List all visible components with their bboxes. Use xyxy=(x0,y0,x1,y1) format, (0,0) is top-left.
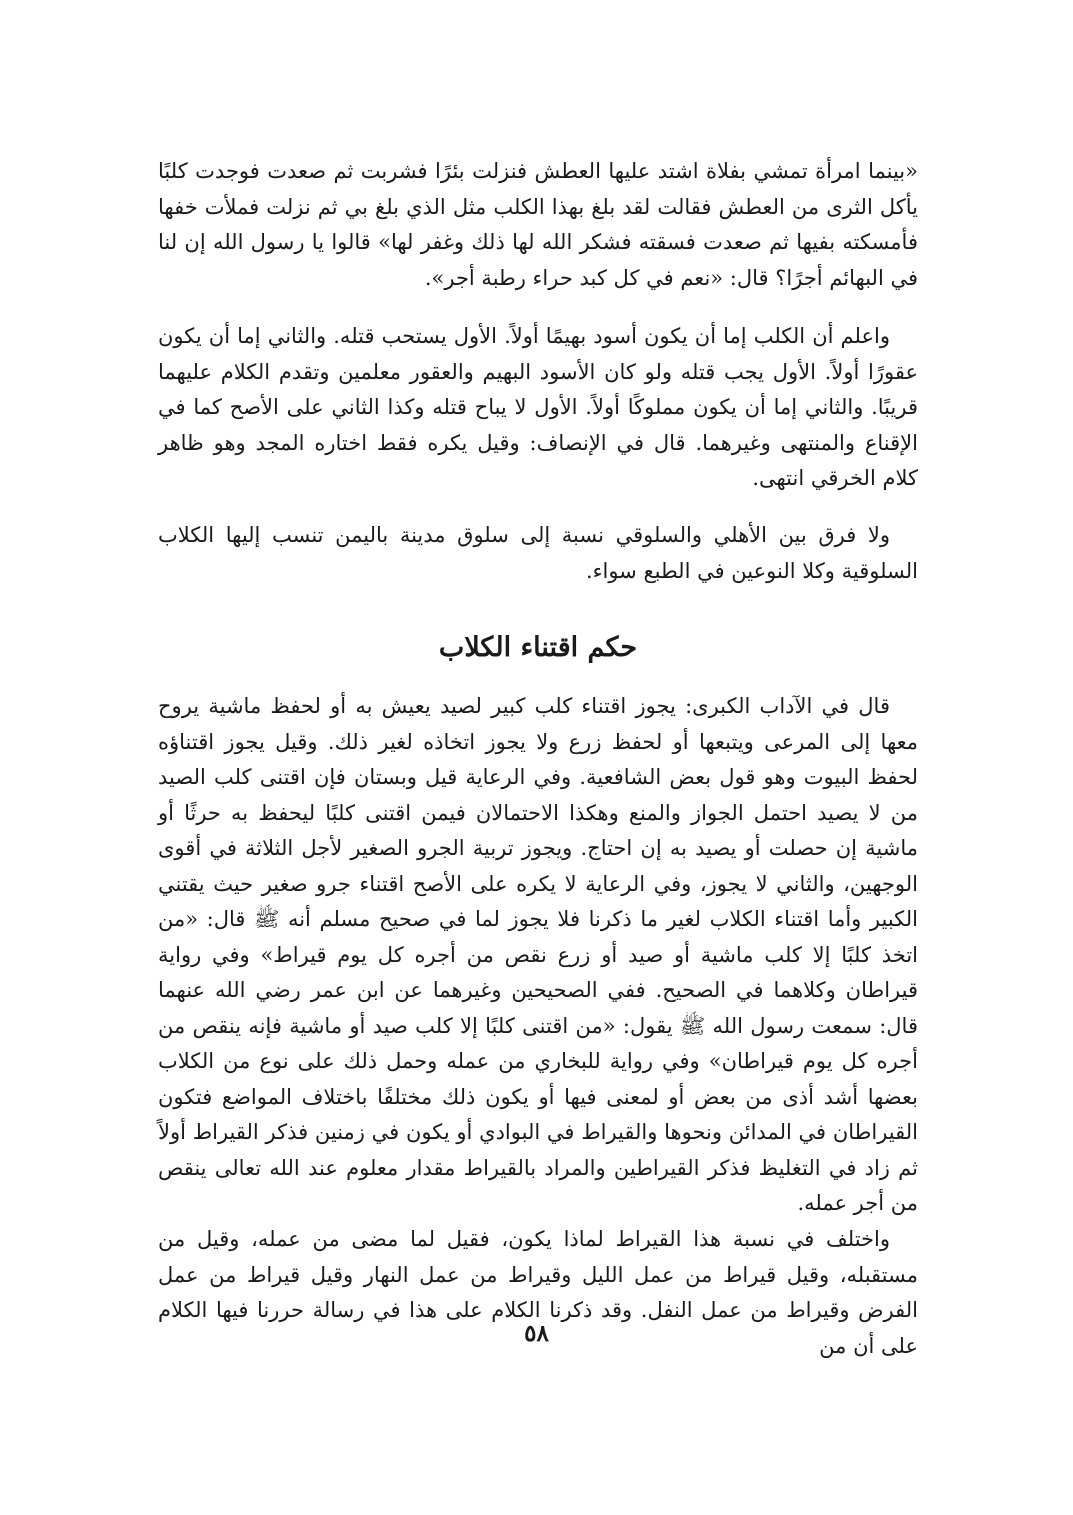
paragraph-dog-types: واعلم أن الكلب إما أن يكون أسود بهيمًا أولاً. الأول يستحب قتله. والثاني إما أن يكون عقورًا أولاً. الأول يجب قتله ولو كان الأسود البهيم والعقور معلمين وتقدم الكلام عليهما قريبًا. والثاني إما أن يكون مملوكًا أولاً. الأول لا يباح قتله وكذا الثاني على الأصح كما في الإقناع والمنتهى وغيرهما. قال في الإنصاف: وقيل يكره فقط اختاره المجد وهو ظاهر كلام الخرقي انتهى. xyxy=(158,324,918,490)
text-block-hadith xyxy=(158,154,918,296)
text-block-saluki xyxy=(158,518,918,589)
paragraph-qirat: واختلف في نسبة هذا القيراط لماذا يكون، فقيل لما مضى من عمله، وقيل من مستقبله، وقيل قيراط من عمل الليل وقيراط من عمل النهار وقيل قيراط من عمل الفرض وقيراط من عمل النفل. وقد ذكرنا الكلام على هذا في رسالة حررنا فيها الكلام على أن من xyxy=(158,1227,918,1358)
text-block-ruling xyxy=(158,689,918,1222)
paragraph-saluki: ولا فرق بين الأهلي والسلوقي نسبة إلى سلوق مدينة باليمن تنسب إليها الكلاب السلوقية وكلا النوعين في الطبع سواء. xyxy=(158,523,918,583)
paragraph-ruling: قال في الآداب الكبرى: يجوز اقتناء كلب كبير لصيد يعيش به أو لحفظ ماشية يروح معها إلى المرعى ويتبعها أو لحفظ زرع ولا يجوز اتخاذه لغير ذلك. وقيل يجوز اقتناؤه لحفظ البيوت وهو قول بعض الشافعية. وفي الرعاية قيل وبستان فإن اقتنى كلب الصيد من لا يصيد احتمل الجواز والمنع وهكذا الاحتمالان فيمن اقتنى كلبًا ليحفظ به حرثًا أو ماشية إن حصلت أو يصيد به إن احتاج. ويجوز تربية الجرو الصغير لأجل الثلاثة في أقوى الوجهين، والثاني لا يجوز، وفي الرعاية لا يكره على الأصح اقتناء جرو صغير حيث يقتني الكبير وأما اقتناء الكلاب لغير ما ذكرنا فلا يجوز لما في صحيح مسلم أنه ﷺ قال: «من اتخذ كلبًا إلا كلب ماشية أو صيد أو زرع نقص من أجره كل يوم قيراط» وفي رواية قيراطان وكلاهما في الصحيح. ففي الصحيحين وغيرهما عن ابن عمر رضي الله عنهما قال: سمعت رسول الله ﷺ يقول: «من اقتنى كلبًا إلا كلب صيد أو ماشية فإنه ينقص من أجره كل يوم قيراطان» وفي رواية للبخاري من عمله وحمل ذلك على نوع من الكلاب بعضها أشد أذى من بعض أو لمعنى فيها أو يكون ذلك مختلفًا باختلاف المواضع فتكون القيراطان في المدائن ونحوها والقيراط في البوادي أو يكون في زمنين فذكر القيراط أولاً ثم زاد في التغليظ فذكر القيراطين والمراد بالقيراط مقدار معلوم عند الله تعالى ينقص من أجر عمله. xyxy=(158,694,918,1215)
page-number: ٥٨ xyxy=(524,1320,549,1347)
paragraph-hadith-quote: «بينما امرأة تمشي بفلاة اشتد عليها العطش فنزلت بئرًا فشربت ثم صعدت فوجدت كلبًا يأكل الثرى من العطش فقالت لقد بلغ بهذا الكلب مثل الذي بلغ بي ثم نزلت فملأت خفها فأمسكته بفيها ثم صعدت فسقته فشكر الله لها ذلك وغفر لها» قالوا يا رسول الله إن لنا في البهائم أجرًا؟ قال: «نعم في كل كبد حراء رطبة أجر». xyxy=(158,159,918,290)
section-heading: حكم اقتناء الكلاب xyxy=(438,632,638,663)
text-block-dog-types xyxy=(158,319,918,497)
